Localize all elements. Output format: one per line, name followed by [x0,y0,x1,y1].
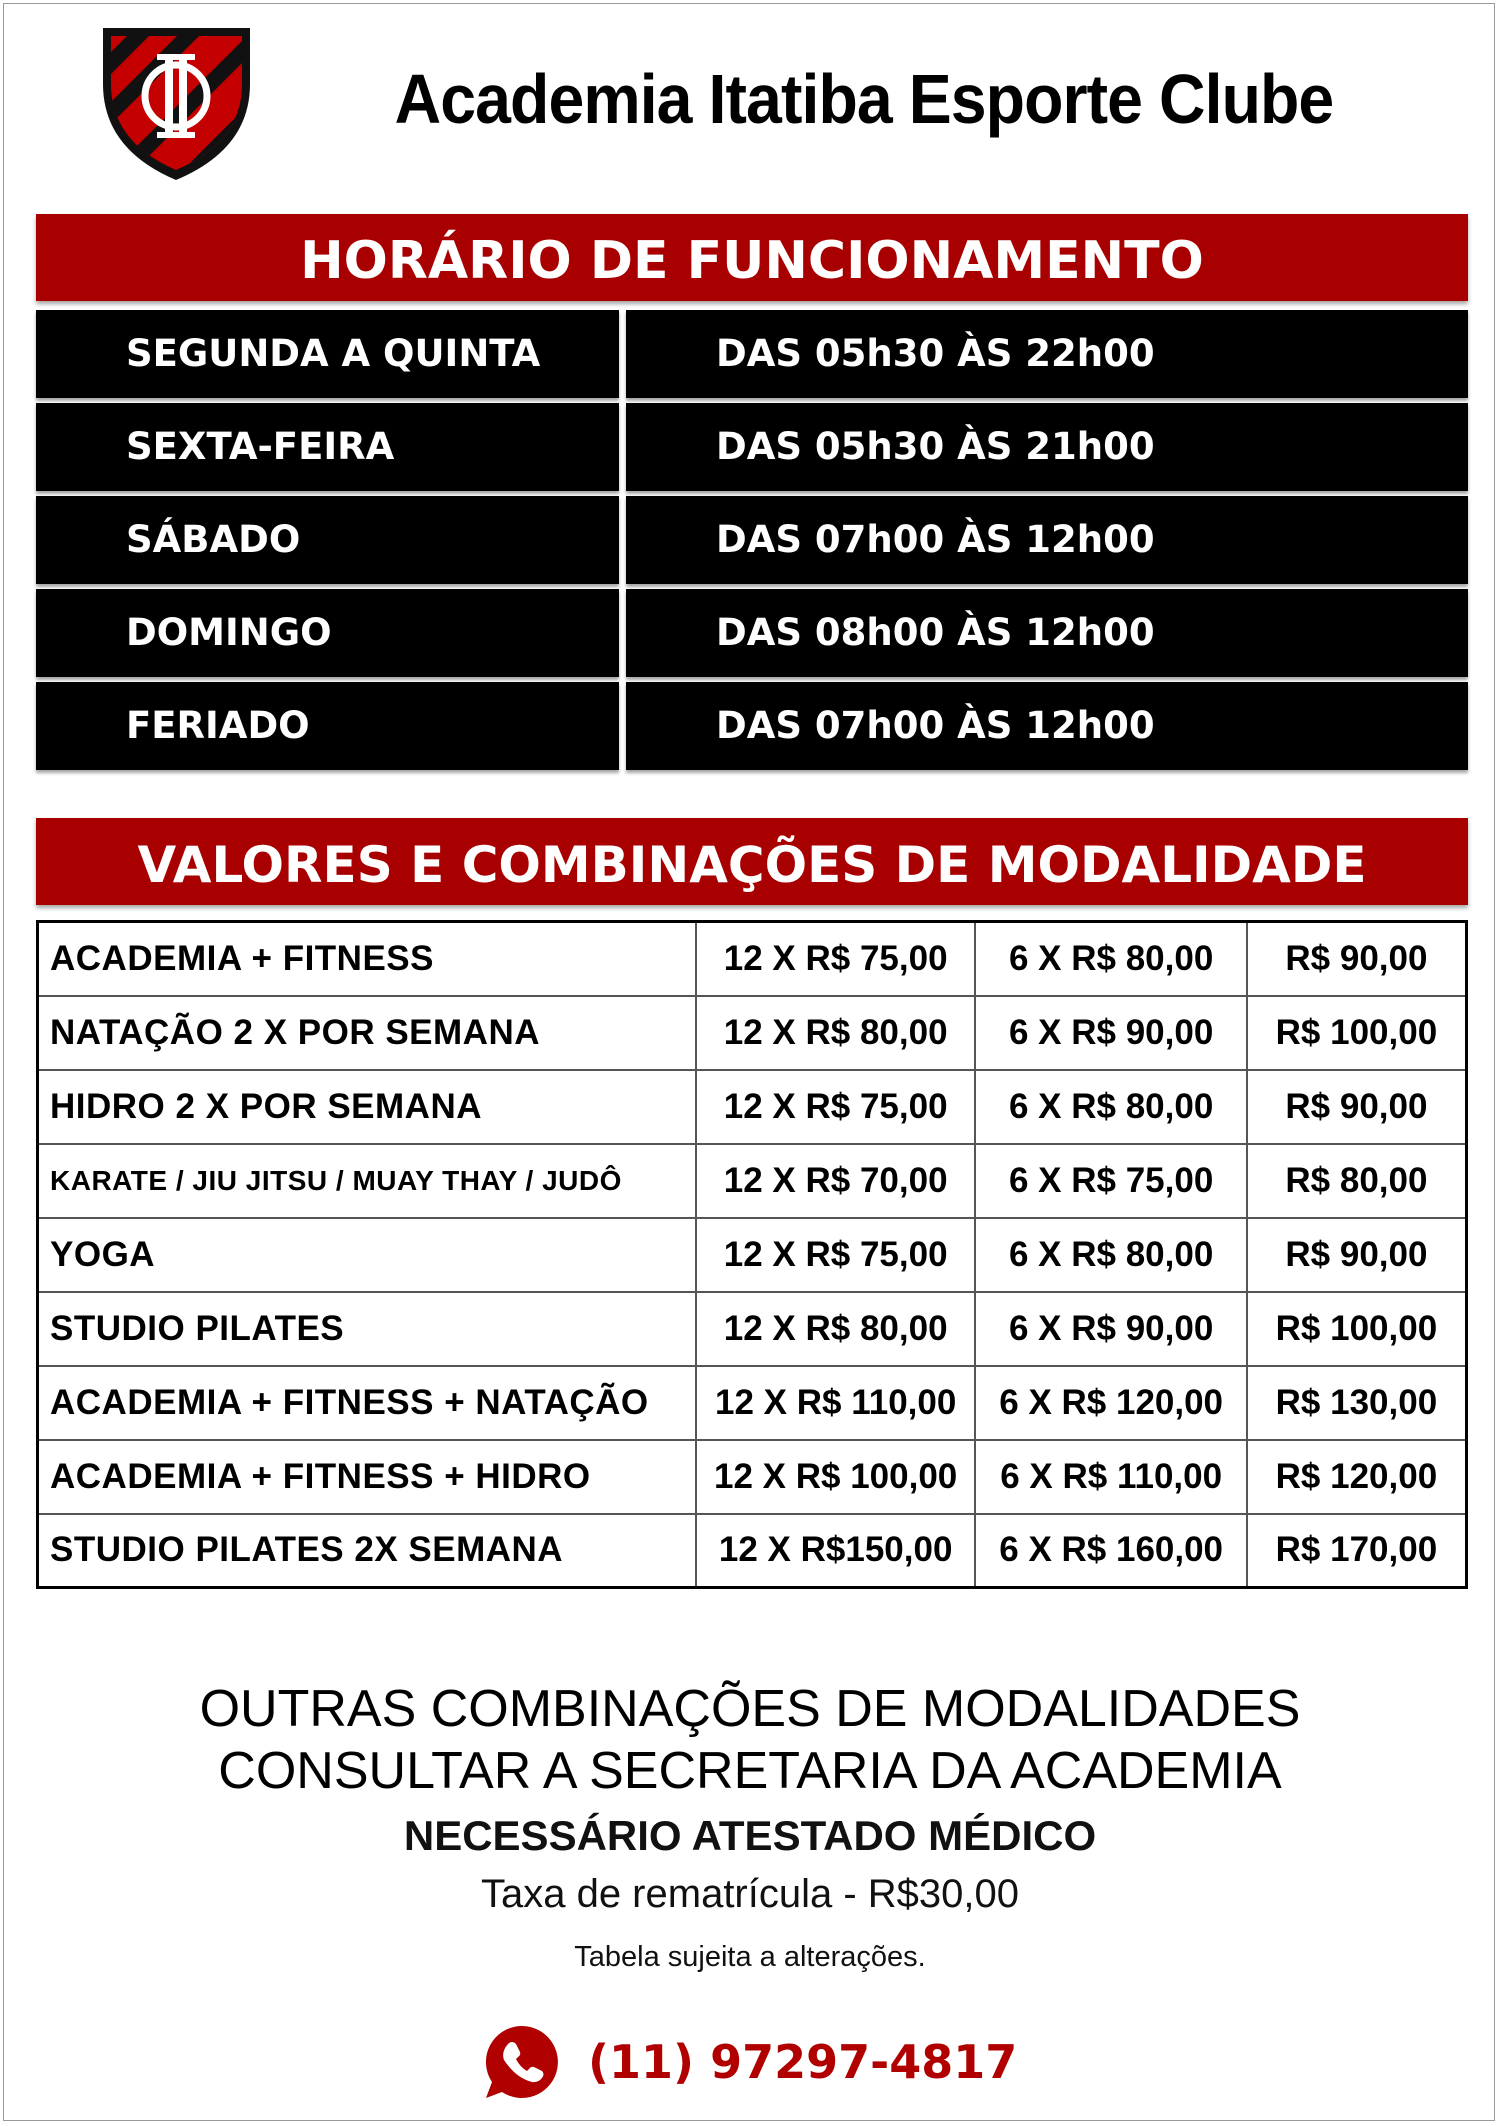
footer-medical-certificate: NECESSÁRIO ATESTADO MÉDICO [403,1812,1097,1859]
price-6x-cell: 6 X R$ 90,00 [975,1292,1246,1366]
hours-time: DAS 05h30 ÀS 21h00 [626,403,1468,491]
hours-banner [36,214,1468,301]
price-monthly-cell: R$ 120,00 [1247,1440,1467,1514]
modality-cell: NATAÇÃO 2 X POR SEMANA [38,996,696,1070]
footer-other-combinations: OUTRAS COMBINAÇÕES DE MODALIDADES [199,1680,1301,1738]
phone-number[interactable]: (11) 97297-4817 [588,2035,1018,2089]
hours-day: SÁBADO [36,496,619,584]
table-row [38,1366,1467,1440]
table-row [38,922,1467,996]
price-6x-cell: 6 X R$ 75,00 [975,1144,1246,1218]
hours-time: DAS 07h00 ÀS 12h00 [626,496,1468,584]
hours-day: SEGUNDA A QUINTA [36,310,619,398]
prices-table [36,920,1468,1589]
price-12x-cell: 12 X R$ 100,00 [696,1440,976,1514]
price-12x-cell: 12 X R$ 110,00 [696,1366,976,1440]
price-12x-cell: 12 X R$ 80,00 [696,1292,976,1366]
price-12x-cell: 12 X R$ 80,00 [696,996,976,1070]
modality-cell: ACADEMIA + FITNESS [38,922,696,996]
price-12x-cell: 12 X R$150,00 [696,1514,976,1588]
club-title: Academia Itatiba Esporte Clube [394,60,1334,138]
club-crest-logo [99,24,254,184]
modality-cell: ACADEMIA + FITNESS + HIDRO [38,1440,696,1514]
hours-row [36,403,1468,491]
modality-cell: YOGA [38,1218,696,1292]
hours-row [36,589,1468,677]
footer-reenrollment-fee: Taxa de rematrícula - R$30,00 [480,1872,1020,1916]
table-row [38,1440,1467,1514]
price-6x-cell: 6 X R$ 80,00 [975,1070,1246,1144]
table-row [38,1514,1467,1588]
price-monthly-cell: R$ 90,00 [1247,922,1467,996]
prices-banner [36,818,1468,905]
hours-time: DAS 07h00 ÀS 12h00 [626,682,1468,770]
hours-title: HORÁRIO DE FUNCIONAMENTO [300,231,1204,291]
hours-row [36,682,1468,770]
modality-cell: ACADEMIA + FITNESS + NATAÇÃO [38,1366,696,1440]
price-monthly-cell: R$ 100,00 [1247,996,1467,1070]
table-row [38,1292,1467,1366]
hours-time: DAS 08h00 ÀS 12h00 [626,589,1468,677]
modality-cell: KARATE / JIU JITSU / MUAY THAY / JUDÔ [38,1144,696,1218]
table-row [38,1144,1467,1218]
price-12x-cell: 12 X R$ 75,00 [696,922,976,996]
table-row [38,996,1467,1070]
hours-row [36,496,1468,584]
price-6x-cell: 6 X R$ 80,00 [975,922,1246,996]
price-12x-cell: 12 X R$ 75,00 [696,1070,976,1144]
hours-time: DAS 05h30 ÀS 22h00 [626,310,1468,398]
footer-disclaimer: Tabela sujeita a alterações. [574,1941,926,1973]
price-12x-cell: 12 X R$ 75,00 [696,1218,976,1292]
whatsapp-icon [482,2022,562,2102]
price-6x-cell: 6 X R$ 120,00 [975,1366,1246,1440]
price-6x-cell: 6 X R$ 80,00 [975,1218,1246,1292]
hours-day: DOMINGO [36,589,619,677]
price-monthly-cell: R$ 90,00 [1247,1218,1467,1292]
hours-list [36,310,1468,775]
table-row [38,1070,1467,1144]
price-12x-cell: 12 X R$ 70,00 [696,1144,976,1218]
modality-cell: STUDIO PILATES [38,1292,696,1366]
price-monthly-cell: R$ 170,00 [1247,1514,1467,1588]
price-6x-cell: 6 X R$ 90,00 [975,996,1246,1070]
prices-title: VALORES E COMBINAÇÕES DE MODALIDADE [137,836,1367,894]
hours-day: FERIADO [36,682,619,770]
price-6x-cell: 6 X R$ 160,00 [975,1514,1246,1588]
price-poster [3,3,1495,2121]
table-row [38,1218,1467,1292]
price-monthly-cell: R$ 80,00 [1247,1144,1467,1218]
footer-consult-office: CONSULTAR A SECRETARIA DA ACADEMIA [218,1742,1282,1800]
modality-cell: STUDIO PILATES 2X SEMANA [38,1514,696,1588]
price-6x-cell: 6 X R$ 110,00 [975,1440,1246,1514]
hours-day: SEXTA-FEIRA [36,403,619,491]
modality-cell: HIDRO 2 X POR SEMANA [38,1070,696,1144]
hours-row [36,310,1468,398]
price-monthly-cell: R$ 100,00 [1247,1292,1467,1366]
price-monthly-cell: R$ 90,00 [1247,1070,1467,1144]
price-monthly-cell: R$ 130,00 [1247,1366,1467,1440]
